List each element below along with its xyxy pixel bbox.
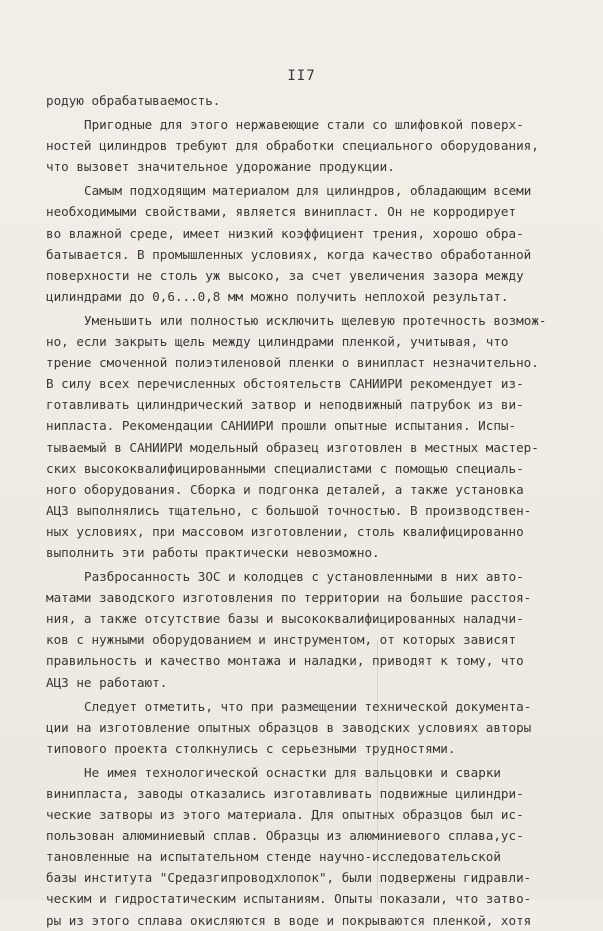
- text-line: ного оборудования. Сборка и подгонка деталей, а также установка: [46, 481, 524, 497]
- text-line: цилиндрами до 0,6...0,8 мм можно получить неплохой результат.: [46, 288, 509, 304]
- text-line: необходимыми свойствами, является винипласт. Он не корродирует: [46, 204, 517, 220]
- text-line: ных условиях, при массовом изготовлении, столь квалифицированно: [46, 523, 524, 539]
- text-line: поверхности не столь уж высоко, за счет увеличения зазора между: [46, 267, 524, 283]
- paragraph: [46, 696, 566, 759]
- text-line: винипласта, заводы отказались изготавливать подвижные цилиндри-: [46, 786, 524, 801]
- text-line: трение смоченной полиэтиленовой пленки о винипласт незначительно.: [46, 355, 539, 371]
- text-line: типового проекта столкнулись с серьезными трудностями.: [46, 740, 456, 756]
- text-line: Разбросанность ЗОС и колодцев с установленными в них авто-: [84, 569, 524, 585]
- paragraph: [46, 566, 566, 693]
- text-line: ния, а также отсутствие базы и высококвалифицированных наладчи-: [46, 611, 524, 627]
- text-line: тановленные на испытательном стенде научно-исследовательской: [46, 849, 501, 865]
- text-line: ческие затворы из этого материала. Для опытных образцов был ис-: [46, 807, 524, 823]
- text-line: ских высококвалифицированными специалистами с помощью специаль-: [46, 460, 524, 476]
- paragraph: [46, 90, 566, 111]
- text-line: АЦЗ не работают.: [46, 674, 168, 690]
- text-line: АЦЗ выполнялись тщательно, с большой точностью. В производствен-: [46, 502, 532, 518]
- text-line: родую обрабатываемость.: [46, 93, 221, 108]
- text-line: тываемый в САНИИРИ модельный образец изготовлен в местных мастер-: [46, 439, 539, 455]
- text-line: что вызовет значительное удорожание продукции.: [46, 159, 395, 175]
- text-line: пользован алюминиевый сплав. Образцы из алюминиевого сплава,ус-: [46, 828, 524, 844]
- text-line: ции на изготовление опытных образцов в заводских условиях авторы: [46, 719, 532, 735]
- paragraph: [46, 310, 566, 563]
- page-number: II7: [287, 68, 316, 84]
- paper-fold-mark: [377, 640, 378, 900]
- text-line: во влажной среде, имеет низкий коэффициент трения, хорошо обра-: [46, 225, 524, 241]
- text-line: Не имея технологической оснастки для вальцовки и сварки: [84, 764, 502, 780]
- text-line: Пригодные для этого нержавеющие стали со шлифовкой поверх-: [84, 117, 524, 133]
- text-line: Самым подходящим материалом для цилиндров, обладающим всеми: [84, 183, 532, 199]
- text-line: нипласта. Рекомендации САНИИРИ прошли опытные испытания. Испы-: [46, 418, 517, 434]
- body-text: [46, 90, 566, 931]
- text-line: матами заводского изготовления по территории на большие расстоя-: [46, 590, 532, 606]
- text-line: Уменьшить или полностью исключить щелевую протечность возмож-: [84, 312, 547, 328]
- text-line: Следует отметить, что при размещении технической документа-: [84, 698, 532, 714]
- text-line: ностей цилиндров требуют для обработки специального оборудования,: [46, 138, 539, 154]
- text-line: готавливать цилиндрический затвор и неподвижный патрубок из ви-: [46, 397, 524, 413]
- text-line: ческим и гидростатическим испытаниям. Опыты показали, что затво-: [46, 891, 532, 907]
- text-line: В силу всех перечисленных обстоятельств САНИИРИ рекомендует из-: [46, 376, 524, 392]
- paragraph: [46, 114, 566, 177]
- text-line: базы института "Средазгипроводхлопок", были подвержены гидравли-: [46, 870, 532, 886]
- text-line: батывается. В промышленных условиях, когда качество обработанной: [46, 246, 532, 262]
- text-line: ры из этого сплава окисляются в воде и покрываются пленкой, хотя: [46, 912, 532, 928]
- paragraph: [46, 762, 566, 931]
- text-line: ков с нужными оборудованием и инструментом, от которых зависят: [46, 632, 517, 648]
- text-line: правильность и качество монтажа и наладки, приводят к тому, что: [46, 653, 524, 669]
- text-line: выполнить эти работы практически невозможно.: [46, 544, 380, 560]
- paragraph: [46, 180, 566, 307]
- text-line: но, если закрыть щель между цилиндрами пленкой, учитывая, что: [46, 334, 509, 350]
